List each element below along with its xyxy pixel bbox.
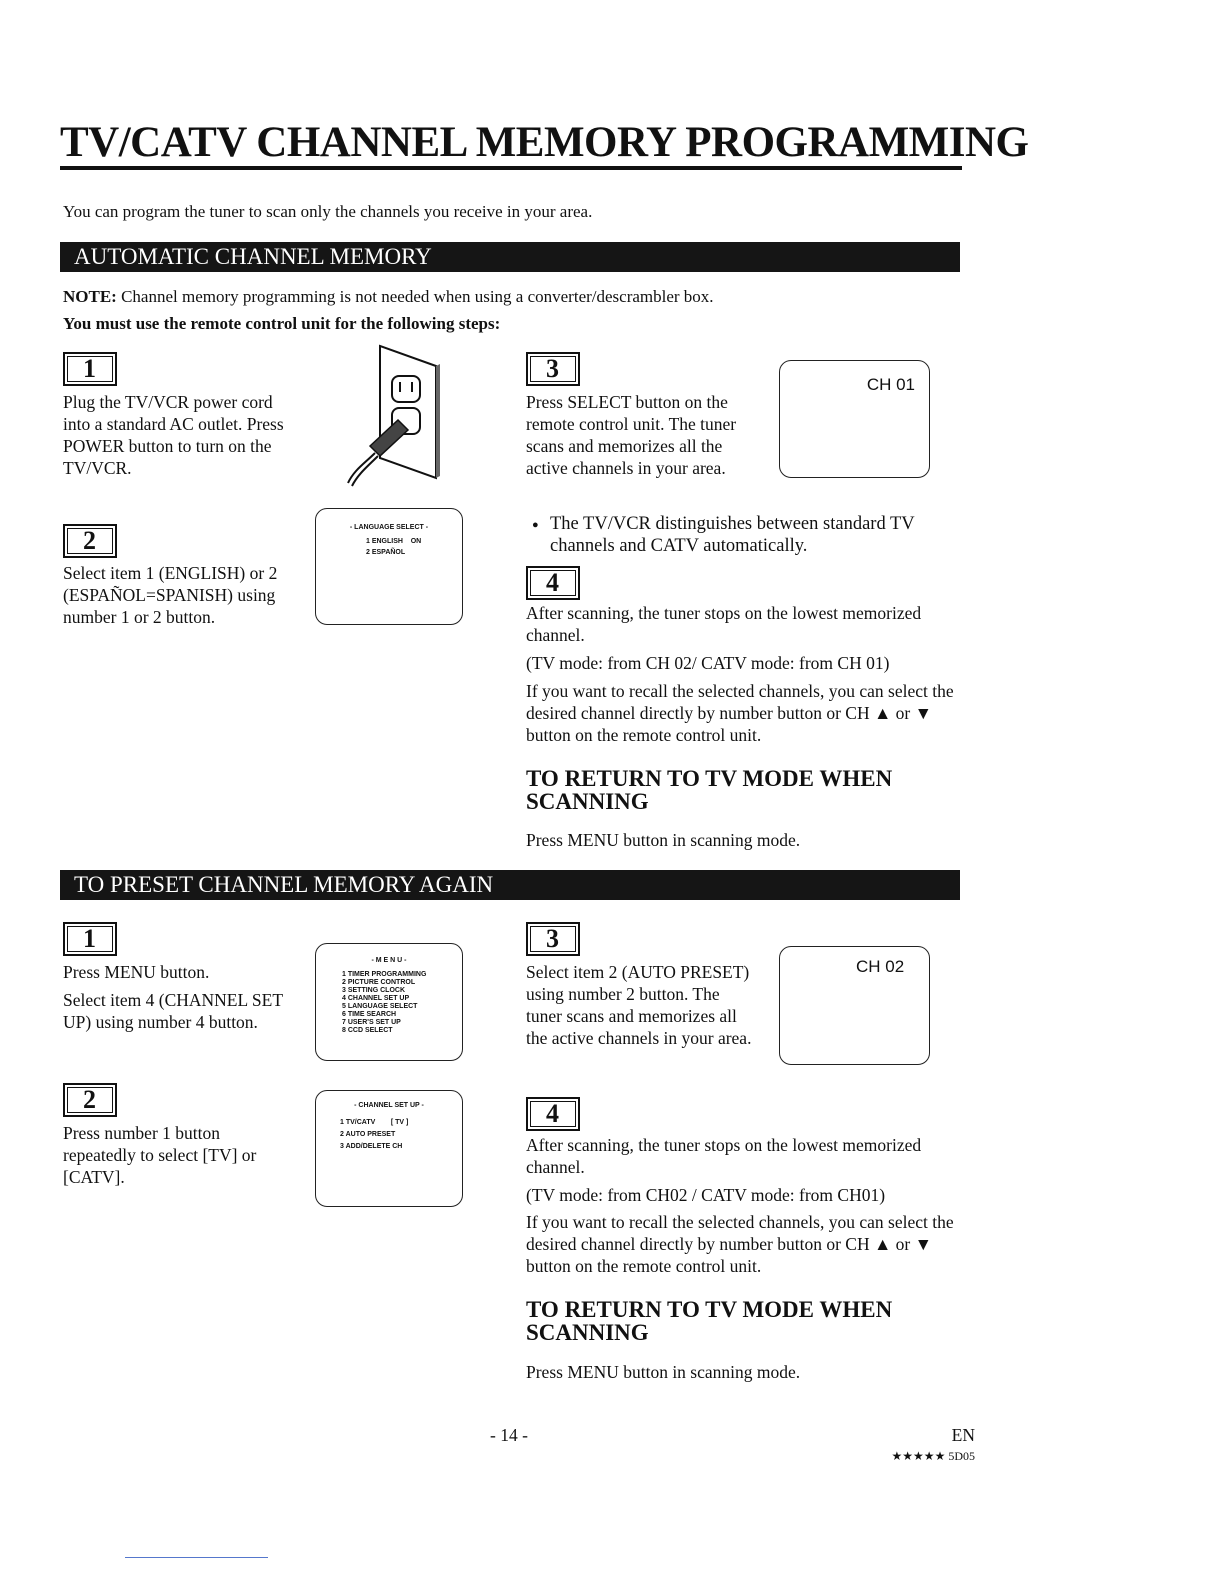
menu-item: 1 TIMER PROGRAMMING — [342, 971, 427, 978]
footer-divider — [125, 1557, 268, 1558]
step-4-mode: (TV mode: from CH 02/ CATV mode: from CH 01) — [526, 653, 890, 673]
step-2-text: Select item 1 (ENGLISH) or 2 (ESPAÑOL=SPANISH) using number 1 or 2 button. — [63, 563, 278, 627]
menu-item: 8 CCD SELECT — [342, 1027, 393, 1034]
language-option-english: 1 ENGLISH ON — [366, 538, 422, 545]
menu-item: 4 CHANNEL SET UP — [342, 995, 410, 1002]
step-number-3: 3 — [526, 352, 580, 386]
menu-screen — [315, 943, 463, 1061]
language-code: EN — [951, 1425, 975, 1445]
menu-list — [342, 971, 462, 1035]
step-4-text: After scanning, the tuner stops on the lowest memorized channel. — [526, 603, 922, 645]
menu-item: 2 PICTURE CONTROL — [342, 979, 416, 986]
menu-item: 3 SETTING CLOCK — [342, 987, 406, 994]
step-4-recall: If you want to recall the selected channels, you can select the desired channel directly by number button or CH ▲ or ▼ button on the remote control unit. — [526, 681, 954, 745]
model-code: ★★★★★ 5D05 — [891, 1449, 975, 1463]
page-number: - 14 - — [490, 1425, 528, 1445]
language-option-espanol: 2 ESPAÑOL — [366, 549, 406, 556]
menu-item: 6 TIME SEARCH — [342, 1011, 397, 1018]
channel-readout: CH 01 — [866, 375, 915, 394]
preset-step-number-3: 3 — [526, 922, 580, 956]
step-1-text: Plug the TV/VCR power cord into a standard AC outlet. Press POWER button to turn on the TV/VCR. — [63, 392, 284, 478]
intro-text: You can program the tuner to scan only the channels you receive in your area. — [63, 202, 593, 221]
channel-setup-add-delete: 3 ADD/DELETE CH — [340, 1143, 403, 1150]
preset-step-4-recall: If you want to recall the selected channels, you can select the desired channel directly by number button or CH ▲ or ▼ button on the remote control unit. — [526, 1212, 954, 1276]
preset-step-number-2: 2 — [63, 1083, 117, 1117]
step-number-4: 4 — [526, 566, 580, 600]
preset-step-4-text: After scanning, the tuner stops on the lowest memorized channel. — [526, 1135, 922, 1177]
channel-setup-screen — [315, 1090, 463, 1207]
preset-step-3-text: Select item 2 (AUTO PRESET) using number 2 button. The tuner scans and memorizes all the active channels in your area. — [526, 962, 752, 1048]
language-select-screen — [315, 508, 463, 625]
step-3-text: Press SELECT button on the remote control unit. The tuner scans and memorizes all the active channels in your area. — [526, 392, 737, 478]
preset-step-2-text: Press number 1 button repeatedly to select [TV] or [CATV]. — [63, 1123, 257, 1187]
menu-item: 5 LANGUAGE SELECT — [342, 1003, 418, 1010]
section-header-preset: TO PRESET CHANNEL MEMORY AGAIN — [60, 870, 960, 900]
tv-screen-ch01 — [779, 360, 930, 478]
channel-setup-tvcatv: 1 TV/CATV [ TV ] — [340, 1119, 409, 1126]
step-number-2: 2 — [63, 524, 117, 558]
bullet-icon: ● — [532, 519, 539, 531]
menu-title: - M E N U - — [371, 957, 407, 964]
note-label: NOTE: — [63, 287, 117, 306]
preset-return-heading: TO RETURN TO TV MODE WHEN SCANNING — [526, 1297, 893, 1345]
preset-step-1-text-a: Press MENU button. — [63, 962, 210, 982]
language-select-title: - LANGUAGE SELECT - — [349, 524, 429, 531]
note-body: Channel memory programming is not needed when using a converter/descrambler box. — [116, 287, 714, 306]
step-number-1: 1 — [63, 352, 117, 386]
section-header-automatic: AUTOMATIC CHANNEL MEMORY — [60, 242, 960, 272]
channel-readout: CH 02 — [856, 957, 905, 976]
return-text: Press MENU button in scanning mode. — [526, 830, 801, 850]
preset-step-number-1: 1 — [63, 922, 117, 956]
bullet-text: The TV/VCR distinguishes between standard TV channels and CATV automatically. — [550, 514, 915, 556]
return-heading: TO RETURN TO TV MODE WHEN SCANNING — [526, 766, 893, 814]
note-text — [63, 287, 714, 307]
preset-step-number-4: 4 — [526, 1097, 580, 1131]
tv-screen-ch02 — [779, 946, 930, 1065]
power-outlet-icon — [340, 338, 440, 488]
page-title: TV/CATV CHANNEL MEMORY PROGRAMMING — [60, 119, 1029, 166]
preset-return-text: Press MENU button in scanning mode. — [526, 1362, 801, 1382]
menu-item: 7 USER'S SET UP — [342, 1019, 401, 1026]
channel-setup-title: - CHANNEL SET UP - — [354, 1102, 424, 1109]
channel-setup-auto-preset: 2 AUTO PRESET — [340, 1131, 396, 1138]
preset-step-1-text-b: Select item 4 (CHANNEL SET UP) using number 4 button. — [63, 990, 283, 1032]
must-use-remote-text: You must use the remote control unit for the following steps: — [63, 314, 501, 333]
preset-step-4-mode: (TV mode: from CH02 / CATV mode: from CH01) — [526, 1185, 886, 1205]
title-rule — [60, 166, 962, 170]
